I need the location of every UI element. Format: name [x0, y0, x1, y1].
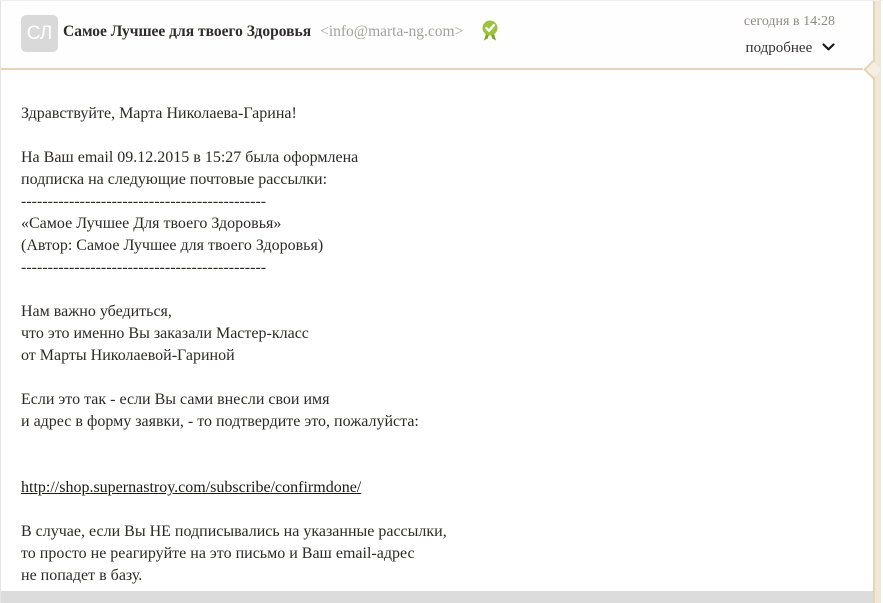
body-line: [21, 367, 851, 389]
message-date: сегодня в 14:28: [743, 14, 835, 29]
body-line: [21, 499, 851, 521]
message-header: [1, 1, 873, 69]
body-line: [21, 125, 851, 147]
body-line: то просто не реагируйте на это письмо и Ваш email-адрес: [21, 545, 415, 562]
body-line: Нам важно убедиться,: [21, 303, 172, 320]
header-right: [744, 14, 835, 57]
body-line: На Ваш email 09.12.2015 в 15:27 была оформлена: [21, 149, 359, 166]
sender-name[interactable]: Самое Лучшее для твоего Здоровья: [63, 23, 312, 40]
verified-sender-badge-icon: [481, 20, 499, 47]
sender-avatar[interactable]: [21, 15, 58, 52]
body-line: от Марты Николаевой-Гариной: [21, 347, 235, 364]
bottom-strip: [1, 591, 873, 603]
sender-info: [63, 20, 499, 47]
body-line: В случае, если Вы НЕ подписывались на указанные рассылки,: [21, 523, 447, 540]
details-label: подробнее: [745, 40, 813, 56]
body-line: ----------------------------------------------: [21, 259, 267, 276]
body-line: [21, 455, 851, 477]
body-line: что это именно Вы заказали Мастер-класс: [21, 325, 309, 342]
body-line: не попадет в базу.: [21, 567, 143, 584]
chevron-down-icon: [822, 39, 835, 55]
body-line: (Автор: Самое Лучшее для твоего Здоровья): [21, 237, 324, 254]
sender-email[interactable]: <info@marta-ng.com>: [320, 23, 464, 40]
body-line: Здравствуйте, Марта Николаева-Гарина!: [21, 105, 297, 122]
confirmation-link[interactable]: http://shop.supernastroy.com/subscribe/confirmdone/: [21, 479, 362, 496]
body-line: ----------------------------------------------: [21, 193, 267, 210]
body-line: [21, 279, 851, 301]
body-line: [21, 433, 851, 455]
message-body: [1, 70, 871, 591]
right-margin-strip: [873, 1, 881, 603]
body-line: и адрес в форму заявки, - то подтвердите это, пожалуйста:: [21, 413, 419, 430]
sender-avatar-initials: СЛ: [26, 23, 53, 44]
body-line: «Самое Лучшее Для твоего Здоровья»: [21, 215, 282, 232]
body-line: Если это так - если Вы сами внесли свои имя: [21, 391, 330, 408]
body-line-link: [21, 477, 851, 499]
details-toggle[interactable]: [744, 39, 835, 57]
body-line: подписка на следующие почтовые рассылки:: [21, 171, 328, 188]
